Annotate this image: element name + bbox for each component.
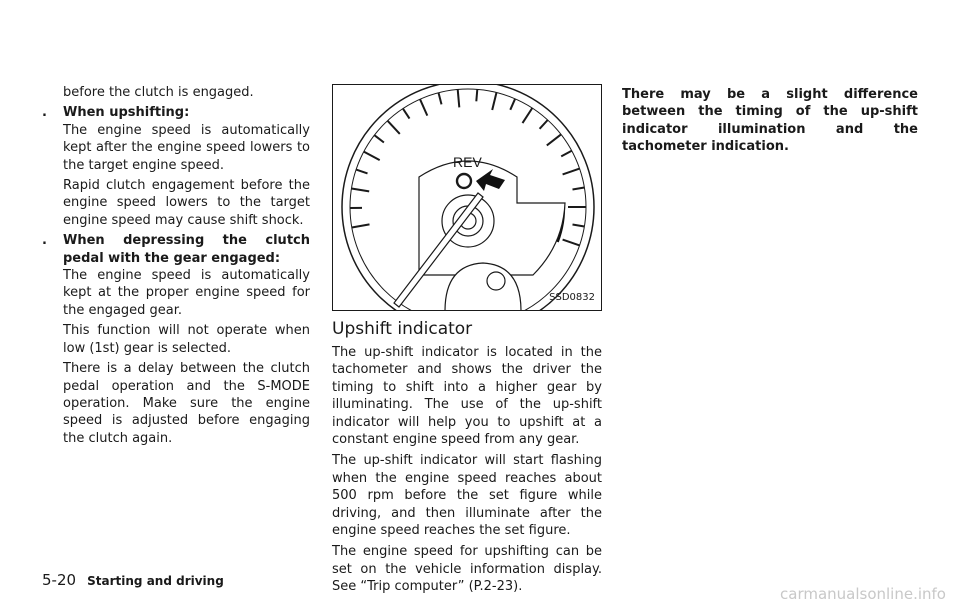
bullet-dot: . xyxy=(42,105,47,121)
dial-tick xyxy=(540,120,548,129)
dial-tick xyxy=(561,151,572,157)
bullet-paragraph: The engine speed is automatically kept at the proper engine speed for the engaged gear. xyxy=(63,268,310,318)
tachometer-illustration xyxy=(333,85,602,311)
dial-tick xyxy=(523,108,533,123)
tachometer-figure xyxy=(332,84,602,311)
body-paragraph: The up-shift indicator will start flashing when the engine speed reaches about 500 rpm before the set figure while driving, and then illuminate after the engine speed reaches the set figure. xyxy=(332,453,602,539)
dial-tick xyxy=(352,224,370,227)
dial-tick xyxy=(563,169,580,175)
dial-tick xyxy=(510,99,515,110)
right-column xyxy=(622,86,918,156)
chapter-title: Starting and driving xyxy=(87,574,224,588)
dial-tick xyxy=(403,109,410,119)
bullet-paragraph: There is a delay between the clutch pedal operation and the S-MODE operation. Make sure the engine speed is adjusted before engaging the clutch again. xyxy=(63,361,310,446)
dial-tick xyxy=(476,89,477,101)
dial-tick xyxy=(563,240,580,246)
page-footer xyxy=(42,570,224,589)
watermark: carmanualsonline.info xyxy=(780,585,946,603)
dial-tick xyxy=(356,170,367,174)
dial-tick xyxy=(573,188,585,190)
dial-tick xyxy=(420,99,427,115)
bullet-upshifting xyxy=(42,104,310,121)
dial-tick xyxy=(458,89,460,107)
left-column xyxy=(42,84,310,450)
page-number: 5-20 xyxy=(42,571,77,589)
bullet-heading: When upshifting: xyxy=(63,105,190,121)
bullet-paragraph: The engine speed is automatically kept after the engine speed lowers to the target engine speed. xyxy=(63,122,310,173)
rev-label: REV xyxy=(453,154,482,170)
bullet-clutch-pedal xyxy=(42,232,310,267)
figure-code: SSD0832 xyxy=(549,291,595,303)
dial-tick xyxy=(352,189,370,192)
section-title: Upshift indicator xyxy=(332,319,473,339)
body-paragraph: The engine speed for upshifting can be set on the vehicle information display. See “Trip computer” (P.2-23). xyxy=(332,544,602,595)
middle-body xyxy=(332,344,602,600)
note-text: There may be a slight difference between the timing of the up-shift indicator illumination and the tachometer indication. xyxy=(622,87,918,155)
bullet-dot: . xyxy=(42,233,47,249)
bullet-paragraph: Rapid clutch engagement before the engine speed lowers to the target engine speed may cause shift shock. xyxy=(63,178,310,228)
dial-tick xyxy=(364,152,380,161)
dial-tick xyxy=(374,135,384,142)
dial-tick xyxy=(547,134,561,145)
intro-text: before the clutch is engaged. xyxy=(63,85,254,100)
bullet-heading: When depressing the clutch pedal with the gear engaged: xyxy=(63,233,310,266)
dial-tick xyxy=(573,225,585,227)
dial-tick xyxy=(388,121,400,134)
body-paragraph: The up-shift indicator is located in the tachometer and shows the driver the timing to shift into a higher gear by illuminating. The use of the up-shift indicator will help you to upshift at a constant engine speed from any gear. xyxy=(332,345,602,448)
dial-tick xyxy=(439,93,442,105)
dial-tick xyxy=(492,93,496,111)
bullet-paragraph: This function will not operate when low (1st) gear is selected. xyxy=(63,323,310,356)
